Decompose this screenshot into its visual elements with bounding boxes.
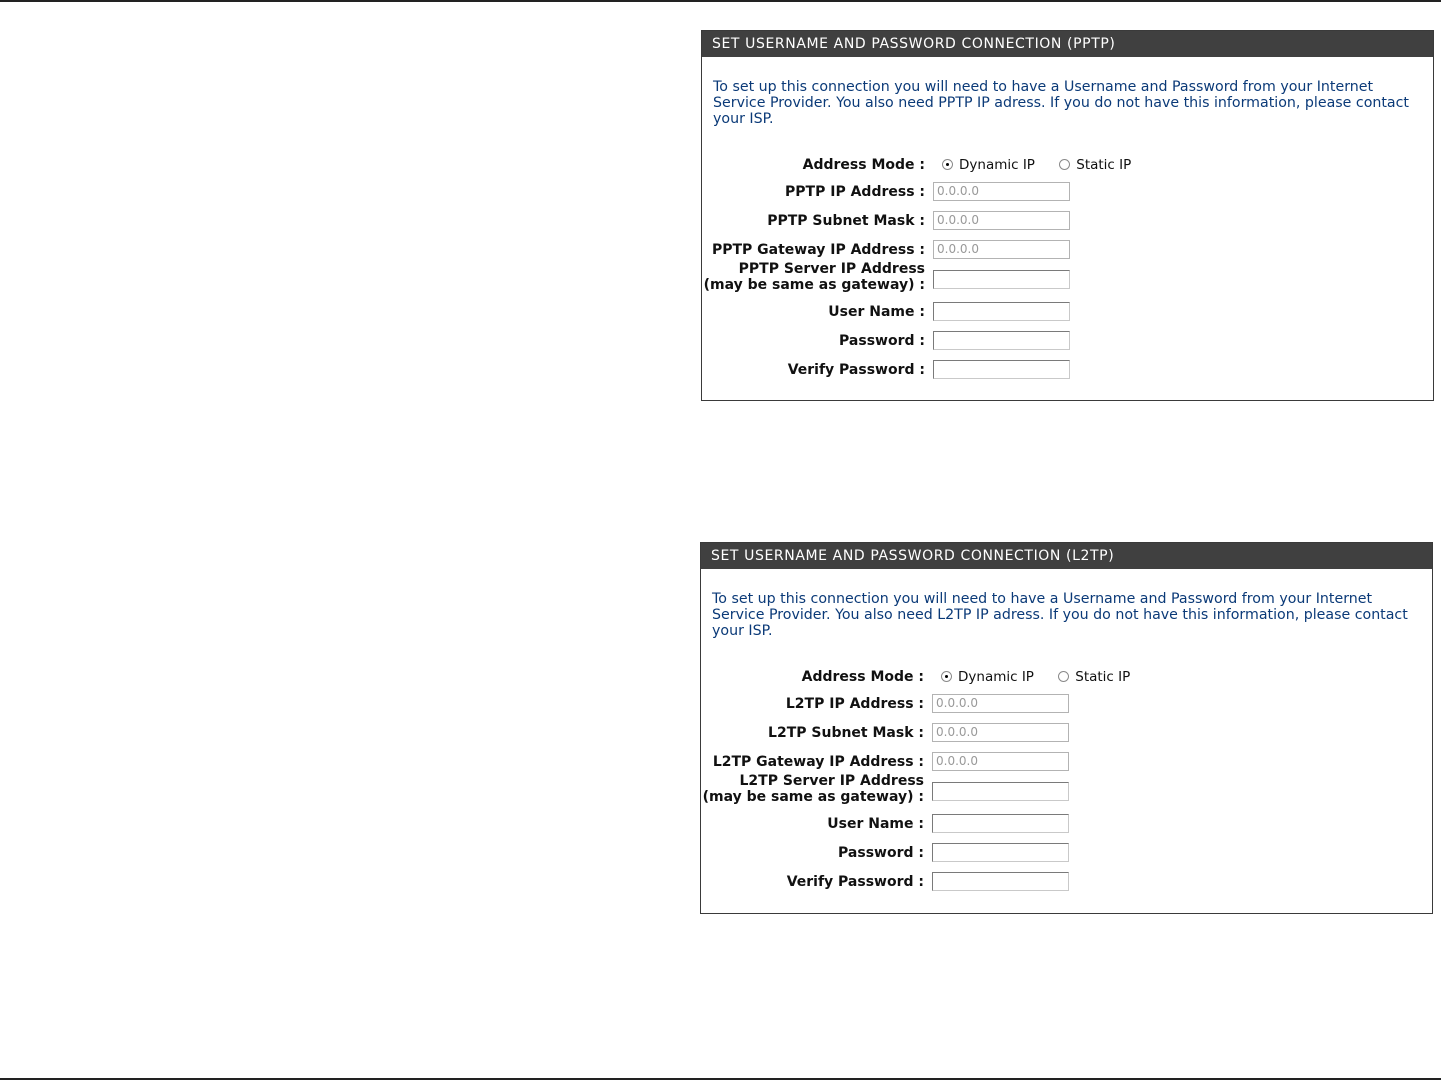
server-ip-label-line1: L2TP Server IP Address (739, 773, 924, 789)
ip-address-row (702, 181, 1433, 203)
username-label: User Name : (827, 816, 924, 832)
username-label: User Name : (828, 304, 925, 320)
ip-address-label: PPTP IP Address : (785, 184, 925, 200)
subnet-mask-input[interactable]: 0.0.0.0 (933, 211, 1070, 230)
subnet-mask-input[interactable]: 0.0.0.0 (932, 723, 1069, 742)
address-mode-label: Address Mode : (802, 157, 925, 173)
intro-line: your ISP. (713, 111, 774, 127)
server-ip-input[interactable] (932, 782, 1069, 801)
intro-line: your ISP. (712, 623, 773, 639)
dynamic-ip-label[interactable]: Dynamic IP (958, 669, 1034, 685)
subnet-mask-label: L2TP Subnet Mask : (768, 725, 924, 741)
intro-text (713, 79, 1423, 127)
ip-address-input[interactable]: 0.0.0.0 (932, 694, 1069, 713)
gateway-label: L2TP Gateway IP Address : (712, 754, 924, 770)
gateway-row (701, 751, 1432, 773)
ip-address-label: L2TP IP Address : (785, 696, 924, 712)
verify-password-row (702, 359, 1433, 381)
verify-password-input[interactable] (933, 360, 1070, 379)
address-mode-group (942, 154, 1151, 176)
server-ip-label-line2: (may be same as gateway) : (702, 789, 924, 805)
username-input[interactable] (932, 814, 1069, 833)
username-row (701, 813, 1432, 835)
bottom-rule (0, 1078, 1441, 1080)
username-row (702, 301, 1433, 323)
server-ip-row (702, 261, 1433, 293)
verify-password-label: Verify Password : (787, 362, 925, 378)
dynamic-ip-radio[interactable] (942, 159, 953, 170)
dynamic-ip-label[interactable]: Dynamic IP (959, 157, 1035, 173)
top-rule (0, 0, 1441, 2)
gateway-input[interactable]: 0.0.0.0 (933, 240, 1070, 259)
verify-password-row (701, 871, 1432, 893)
server-ip-label-line1: PPTP Server IP Address (738, 261, 925, 277)
address-mode-row (701, 666, 1432, 688)
password-input[interactable] (933, 331, 1070, 350)
password-row (701, 842, 1432, 864)
server-ip-row (701, 773, 1432, 805)
verify-password-input[interactable] (932, 872, 1069, 891)
static-ip-radio[interactable] (1058, 671, 1069, 682)
intro-line: To set up this connection you will need to have a Username and Password from your Internet (713, 79, 1374, 95)
server-ip-label (703, 773, 924, 805)
intro-line: To set up this connection you will need to have a Username and Password from your Internet (712, 591, 1373, 607)
static-ip-label[interactable]: Static IP (1076, 157, 1132, 173)
server-ip-input[interactable] (933, 270, 1070, 289)
username-input[interactable] (933, 302, 1070, 321)
password-label: Password : (839, 333, 925, 349)
l2tp-panel (700, 542, 1433, 914)
subnet-mask-label: PPTP Subnet Mask : (767, 213, 925, 229)
ip-address-row (701, 693, 1432, 715)
server-ip-label (704, 261, 925, 293)
pptp-panel (701, 30, 1434, 401)
panel-title: SET USERNAME AND PASSWORD CONNECTION (L2TP) (701, 543, 1432, 569)
gateway-input[interactable]: 0.0.0.0 (932, 752, 1069, 771)
static-ip-label[interactable]: Static IP (1075, 669, 1131, 685)
password-row (702, 330, 1433, 352)
address-mode-row (702, 154, 1433, 176)
verify-password-label: Verify Password : (786, 874, 924, 890)
gateway-row (702, 239, 1433, 261)
intro-line: Service Provider. You also need PPTP IP adress. If you do not have this information, please contact (713, 95, 1409, 111)
subnet-mask-row (702, 210, 1433, 232)
address-mode-label: Address Mode : (801, 669, 924, 685)
address-mode-group (941, 666, 1150, 688)
intro-line: Service Provider. You also need L2TP IP adress. If you do not have this information, please contact (712, 607, 1408, 623)
subnet-mask-row (701, 722, 1432, 744)
static-ip-radio[interactable] (1059, 159, 1070, 170)
panel-title: SET USERNAME AND PASSWORD CONNECTION (PPTP) (702, 31, 1433, 57)
intro-text (712, 591, 1422, 639)
dynamic-ip-radio[interactable] (941, 671, 952, 682)
password-label: Password : (838, 845, 924, 861)
gateway-label: PPTP Gateway IP Address : (711, 242, 925, 258)
ip-address-input[interactable]: 0.0.0.0 (933, 182, 1070, 201)
password-input[interactable] (932, 843, 1069, 862)
server-ip-label-line2: (may be same as gateway) : (703, 277, 925, 293)
